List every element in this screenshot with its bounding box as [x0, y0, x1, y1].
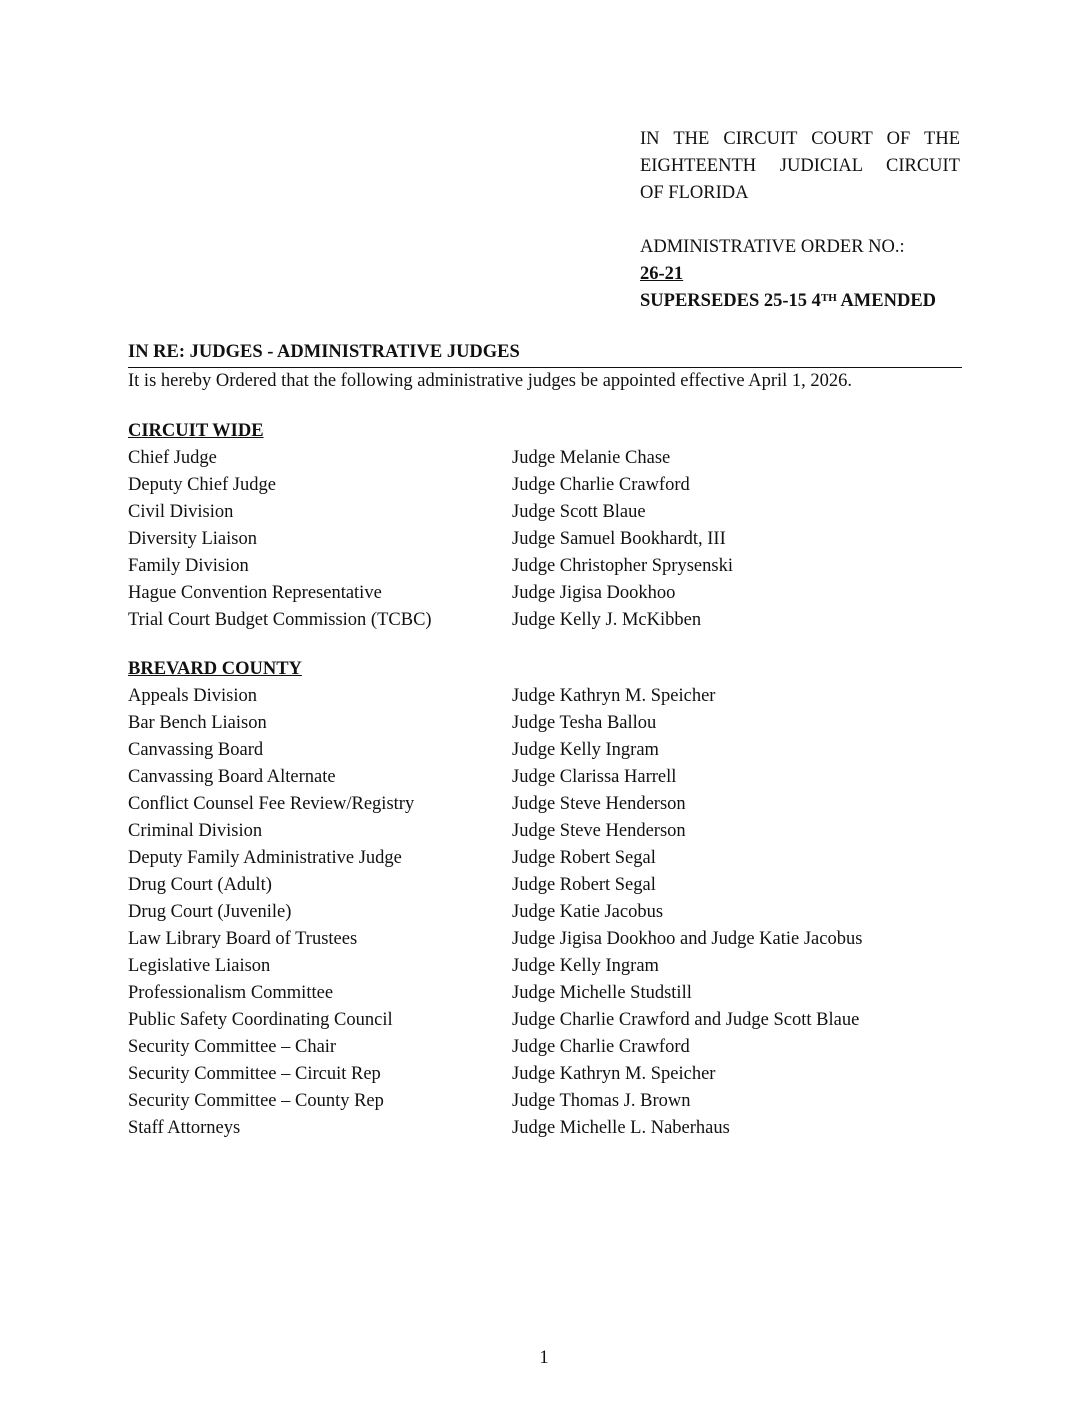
assignment-row — [128, 980, 962, 1007]
assignment-row — [128, 710, 962, 737]
assigned-judge: Judge Scott Blaue — [512, 502, 646, 522]
assignment-row — [128, 899, 962, 926]
assignment-role: Security Committee – Chair — [128, 1037, 337, 1057]
assignment-row — [128, 607, 962, 634]
assignment-row — [128, 953, 962, 980]
assigned-judge: Judge Jigisa Dookhoo and Judge Katie Jacobus — [512, 929, 863, 949]
assignment-row — [128, 818, 962, 845]
assignment-role: Deputy Chief Judge — [128, 475, 276, 495]
assignment-role: Deputy Family Administrative Judge — [128, 848, 402, 868]
assignment-row — [128, 764, 962, 791]
assigned-judge: Judge Samuel Bookhardt, III — [512, 529, 726, 549]
assignment-row — [128, 553, 962, 580]
order-label: ADMINISTRATIVE ORDER NO.: — [640, 237, 905, 257]
assignment-role: Diversity Liaison — [128, 529, 257, 549]
order-intro: It is hereby Ordered that the following administrative judges be appointed effective April 1, 2026. — [128, 371, 853, 391]
assignment-row — [128, 580, 962, 607]
assigned-judge: Judge Michelle L. Naberhaus — [512, 1118, 730, 1138]
assignment-role: Public Safety Coordinating Council — [128, 1010, 393, 1030]
assignment-role: Trial Court Budget Commission (TCBC) — [128, 610, 432, 630]
assignment-role: Security Committee – Circuit Rep — [128, 1064, 381, 1084]
supersedes-suffix: AMENDED — [836, 291, 937, 311]
assigned-judge: Judge Charlie Crawford and Judge Scott Blaue — [512, 1010, 860, 1030]
assignment-role: Criminal Division — [128, 821, 263, 841]
assignment-role: Drug Court (Adult) — [128, 875, 272, 895]
assignment-row — [128, 1088, 962, 1115]
assigned-judge: Judge Katie Jacobus — [512, 902, 664, 922]
assignment-role: Security Committee – County Rep — [128, 1091, 384, 1111]
assignment-row — [128, 1061, 962, 1088]
court-name-line-3: OF FLORIDA — [640, 183, 749, 203]
assignment-role: Family Division — [128, 556, 249, 576]
assignment-row — [128, 445, 962, 472]
assignment-role: Canvassing Board Alternate — [128, 767, 336, 787]
assignment-row — [128, 1115, 962, 1142]
assigned-judge: Judge Kathryn M. Speicher — [512, 1064, 716, 1084]
assignment-row — [128, 472, 962, 499]
court-name-line-2: EIGHTEENTH JUDICIAL CIRCUIT — [640, 156, 960, 176]
assignment-role: Drug Court (Juvenile) — [128, 902, 292, 922]
assignment-row — [128, 872, 962, 899]
assigned-judge: Judge Clarissa Harrell — [512, 767, 677, 787]
supersedes-ordinal: TH — [820, 292, 837, 304]
assigned-judge: Judge Steve Henderson — [512, 794, 686, 814]
assignment-row — [128, 926, 962, 953]
assigned-judge: Judge Robert Segal — [512, 875, 656, 895]
section-heading: CIRCUIT WIDE — [128, 421, 264, 441]
assignment-role: Legislative Liaison — [128, 956, 271, 976]
section-heading: BREVARD COUNTY — [128, 659, 302, 679]
assigned-judge: Judge Kathryn M. Speicher — [512, 686, 716, 706]
assigned-judge: Judge Christopher Sprysenski — [512, 556, 733, 576]
section-brevard-county — [128, 656, 962, 1142]
assignment-row — [128, 526, 962, 553]
assignment-role: Civil Division — [128, 502, 234, 522]
page-number: 1 — [539, 1348, 549, 1368]
assigned-judge: Judge Charlie Crawford — [512, 1037, 690, 1057]
assignment-row — [128, 791, 962, 818]
supersedes-line — [640, 288, 960, 315]
assigned-judge: Judge Tesha Ballou — [512, 713, 657, 733]
assignment-role: Canvassing Board — [128, 740, 264, 760]
assigned-judge: Judge Kelly Ingram — [512, 740, 659, 760]
assignment-row — [128, 499, 962, 526]
assignment-row — [128, 1007, 962, 1034]
assignment-role: Bar Bench Liaison — [128, 713, 267, 733]
assignment-row — [128, 1034, 962, 1061]
assigned-judge: Judge Melanie Chase — [512, 448, 671, 468]
assignment-role: Professionalism Committee — [128, 983, 334, 1003]
assignment-role: Staff Attorneys — [128, 1118, 241, 1138]
assigned-judge: Judge Kelly Ingram — [512, 956, 659, 976]
assignment-row — [128, 737, 962, 764]
supersedes-prefix: SUPERSEDES 25-15 4 — [640, 291, 821, 311]
assigned-judge: Judge Thomas J. Brown — [512, 1091, 691, 1111]
assigned-judge: Judge Charlie Crawford — [512, 475, 690, 495]
assignment-row — [128, 845, 962, 872]
in-re-heading: IN RE: JUDGES - ADMINISTRATIVE JUDGES — [128, 339, 962, 368]
court-name-line-1: IN THE CIRCUIT COURT OF THE — [640, 129, 960, 149]
assignment-role: Conflict Counsel Fee Review/Registry — [128, 794, 415, 814]
assigned-judge: Judge Steve Henderson — [512, 821, 686, 841]
assigned-judge: Judge Robert Segal — [512, 848, 656, 868]
assignment-role: Law Library Board of Trustees — [128, 929, 358, 949]
assigned-judge: Judge Michelle Studstill — [512, 983, 692, 1003]
order-number: 26-21 — [640, 264, 684, 284]
assignment-row — [128, 683, 962, 710]
assignment-role: Hague Convention Representative — [128, 583, 382, 603]
assignment-role: Appeals Division — [128, 686, 257, 706]
assigned-judge: Judge Jigisa Dookhoo — [512, 583, 676, 603]
section-circuit-wide — [128, 418, 962, 634]
assignment-role: Chief Judge — [128, 448, 217, 468]
assigned-judge: Judge Kelly J. McKibben — [512, 610, 702, 630]
case-caption — [640, 126, 960, 315]
